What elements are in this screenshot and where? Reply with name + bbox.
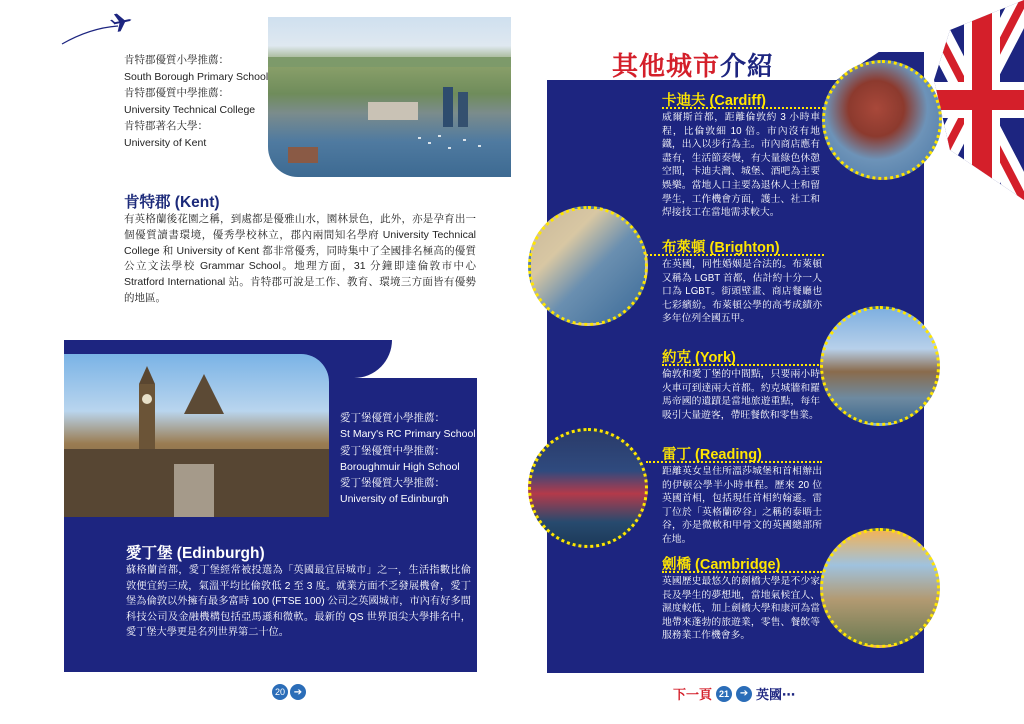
kent-description: 有英格蘭後花園之稱，到處都是優雅山水，園林景色，此外，亦是孕育出一個優質讀書環境，優秀學校林立，郡內兩間知名學府 University Technical College 和 University of Kent 都非常優秀，同時集中了全國排名極高的優質公立文法學校 Grammar School。地理方面，31 分鐘即達倫敦市中心 Stratford International 站。肯特郡可說是工作、教育、環境三方面皆有優勢的地區。 [124, 213, 476, 304]
edinburgh-street-photo [64, 354, 329, 517]
city-title-brighton: 布萊頓 (Brighton) [662, 240, 780, 256]
kent-school-line: University of Kent [124, 136, 207, 149]
title-part-navy: 介紹 [720, 51, 775, 81]
edinburgh-school-line: University of Edinburgh [340, 493, 449, 506]
edinburgh-school-line: 愛丁堡優質大學推薦： [340, 477, 445, 490]
divider [646, 461, 822, 463]
cardiff-photo [822, 60, 942, 180]
kent-school-line: University Technical College [124, 103, 256, 116]
left-page-number[interactable] [272, 684, 312, 700]
kent-title: 肯特郡 (Kent) [124, 194, 220, 211]
airplane-icon [60, 10, 135, 48]
next-topic-label: 英國⋯ [756, 687, 796, 702]
city-title-reading: 雷丁 (Reading) [662, 447, 762, 463]
page-title [612, 46, 774, 83]
next-page-link[interactable] [673, 684, 795, 703]
kent-school-line: 肯特郡著名大學： [124, 120, 208, 133]
york-photo [820, 306, 940, 426]
title-part-red: 其他城市 [612, 51, 721, 81]
city-body-cardiff: 威爾斯首都，距離倫敦約 3 小時車程，比倫敦細 10 倍。市內沒有地鐵，出入以步行為主。市內商店應有盡有，生活節奏慢，有大量綠色休憩空間，卡迪夫灣、城堡、酒吧為主要娛樂。當地人口主要為退休人士和留學生，工作機會方面，護士、社工和焊接技工在當地需求較大。 [662, 112, 820, 219]
page-number-badge: 20 [272, 684, 288, 700]
city-body-cambridge: 英國歷史最悠久的劍橋大學是不少家長及學生的夢想地，當地氣候宜人、濕度較低，加上劍橋大學和康河為當地帶來蓬勃的旅遊業，零售、餐飲等服務業工作機會多。 [662, 576, 820, 642]
city-body-york: 倫敦和愛丁堡的中間點，只要兩小時火車可到達兩大首都。約克城牆和羅馬帝國的遺蹟是當地旅遊重點，每年吸引大量遊客，帶旺餐飲和零售業。 [662, 369, 820, 421]
page-number-badge: 21 [716, 686, 732, 702]
edinburgh-description: 蘇格蘭首都，愛丁堡經常被投選為「英國最宜居城市」之一，生活指數比倫敦便宜約三成，氣溫平均比倫敦低 2 至 3 度。就業方面不乏發展機會，愛丁堡為倫敦以外擁有最多富時 100 (FTSE 100) 公司之英國城市，市內有好多間科技公司及金融機構包括亞馬遜和微軟。最新的 QS 世界頂尖大學排名中，愛丁堡大學更是名列世界第二十位。 [126, 565, 471, 639]
kent-school-list [124, 52, 274, 152]
brighton-photo [528, 206, 648, 326]
kent-school-line: 肯特郡優質中學推薦： [124, 87, 229, 100]
edinburgh-title: 愛丁堡 (Edinburgh) [126, 545, 265, 562]
divider [662, 107, 824, 109]
cambridge-photo [820, 528, 940, 648]
divider [646, 254, 824, 256]
next-page-label: 下一頁 [673, 687, 713, 702]
edinburgh-school-line: St Mary's RC Primary School [340, 428, 476, 441]
kent-school-line: 肯特郡優質小學推薦： [124, 54, 229, 66]
city-body-reading: 距離英女皇住所溫莎城堡和首相辦出的伊顿公學半小時車程。歷來 20 位英國首相，包括現任首相約翰遜。雷丁位於「英格蘭矽谷」之稱的泰晤士谷，亦是微軟和甲骨文的英國總部所在地。 [662, 466, 822, 545]
reading-photo [528, 428, 648, 548]
arrow-right-icon: ➔ [736, 686, 752, 702]
edinburgh-school-line: 愛丁堡優質小學推薦： [340, 412, 445, 424]
edinburgh-school-list [340, 410, 480, 508]
divider [662, 364, 822, 366]
city-title-york: 約克 (York) [662, 350, 736, 366]
edinburgh-school-line: 愛丁堡優質中學推薦： [340, 444, 445, 457]
arrow-right-icon: ➔ [290, 684, 306, 700]
divider [662, 571, 822, 573]
edinburgh-school-line: Boroughmuir High School [340, 460, 460, 473]
kent-school-line: South Borough Primary School [124, 70, 269, 83]
kent-aerial-photo [268, 17, 511, 177]
city-title-cardiff: 卡迪夫 (Cardiff) [662, 93, 766, 109]
city-body-brighton: 在英國，同性婚姻是合法的。布萊頓又稱為 LGBT 首都，估計約十分一人口為 LGBT。街頭壁畫、商店餐廳也七彩繽紛。布萊頓公學的高考成績亦多年位列全國五甲。 [662, 259, 822, 325]
city-title-cambridge: 劍橋 (Cambridge) [662, 557, 781, 573]
